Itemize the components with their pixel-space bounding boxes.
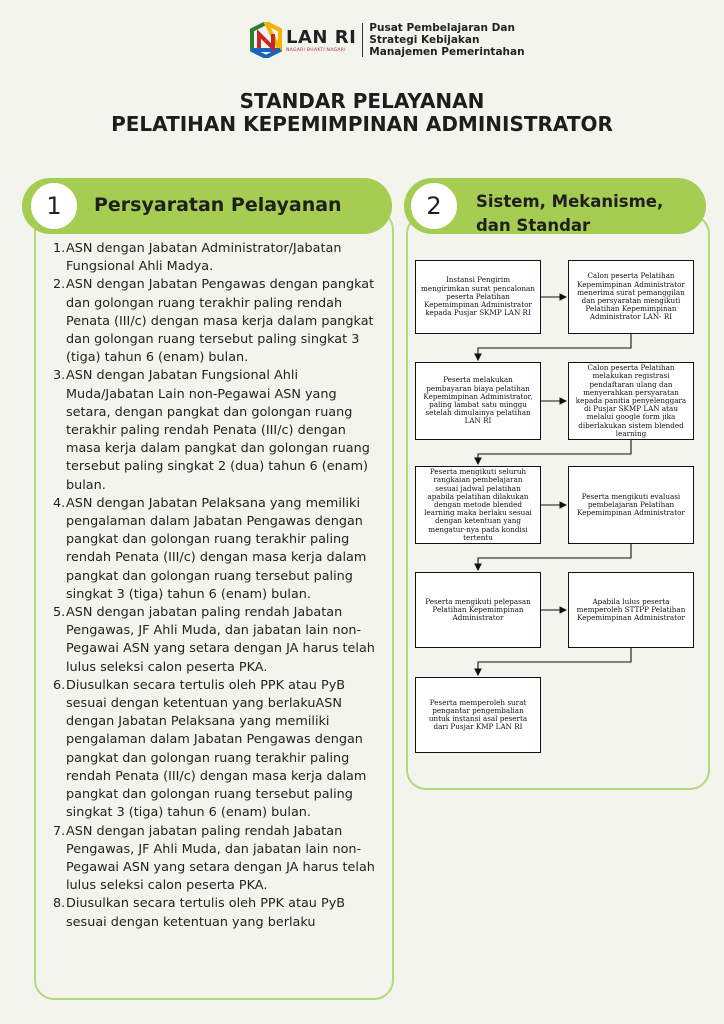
flow-step-text: Peserta memperoleh surat pengantar pengembalian untuk instansi asal peserta dari Pusjar KMP LAN RI xyxy=(428,697,528,732)
org-desc-line: Pusat Pembelajaran Dan xyxy=(369,22,515,34)
item-text: Diusulkan secara tertulis oleh PPK atau PyB sesuai dengan ketentuan yang berlaku xyxy=(66,896,346,930)
flow-step-9 xyxy=(415,677,541,753)
list-item xyxy=(50,367,380,494)
list-item xyxy=(50,276,380,367)
item-number: 4. xyxy=(53,495,66,511)
item-text: Diusulkan secara tertulis oleh PPK atau PyB sesuai dengan ketentuan yang berlakuASN dengan Jabatan Pelaksana yang memiliki pengalaman dalam Jabatan Pengawas dengan pangkat dan golongan ruang terakhir paling rendah Penata (III/c) dengan masa kerja dalam pangkat dan golongan ruang tersebut paling singkat 3 (tiga) tahun 6 (enam) bulan. xyxy=(66,677,367,821)
requirements-list xyxy=(50,240,380,932)
flow-step-8 xyxy=(568,572,694,648)
item-number: 6. xyxy=(53,677,66,693)
lan-ri-logo-icon xyxy=(248,22,284,58)
title-line-1: STANDAR PELAYANAN xyxy=(239,89,485,113)
flow-step-text: Calon peserta Pelatihan melakukan registrasi pendaftaran ulang dan menyerahkan persyaratan kepada panitia penyelenggara di Pusjar SKMP LAN atau melalui google form jika diberlakukan sistem blended learning xyxy=(575,363,687,438)
logo-tagline: NAGARI BHAKTI NAGARI xyxy=(286,47,346,53)
flow-step-7 xyxy=(415,572,541,648)
logo-text xyxy=(286,28,356,53)
page-title xyxy=(0,90,724,136)
flow-step-6 xyxy=(568,466,694,544)
list-item xyxy=(50,604,380,677)
item-number: 3. xyxy=(53,368,66,384)
mechanism-heading xyxy=(476,190,686,238)
header xyxy=(248,22,525,58)
flow-step-text: Instansi Pengirim mengirimkan surat pencalonan peserta Pelatihan Kepemimpinan Administrator kepada Pusjar SKMP LAN RI xyxy=(421,275,535,318)
list-item xyxy=(50,823,380,896)
logo-name: LAN RI xyxy=(286,26,357,48)
item-number: 7. xyxy=(53,823,66,839)
mechanism-heading-line-1: Sistem, Mekanisme, xyxy=(476,192,664,211)
title-line-2: PELATIHAN KEPEMIMPINAN ADMINISTRATOR xyxy=(111,112,613,136)
item-text: ASN dengan jabatan paling rendah Jabatan Pengawas, JF Ahli Muda, dan jabatan lain non-Pegawai ASN yang setara dengan JA harus telah lulus seleksi calon peserta PKA. xyxy=(66,823,375,894)
flow-step-text: Calon peserta Pelatihan Kepemimpinan Administrator menerima surat pemanggilan dan persyaratan mengikuti Pelatihan Kepemimpinan Administrator LAN- RI xyxy=(577,271,685,322)
org-desc-line: Strategi Kebijakan xyxy=(369,34,480,46)
item-number: 8. xyxy=(53,896,66,912)
section-number-badge: 1 xyxy=(28,180,80,232)
mechanism-heading-line-2: dan Standar xyxy=(476,216,591,235)
org-description xyxy=(369,22,524,58)
flow-step-text: Peserta mengikuti pelepasan Pelatihan Kepemimpinan Administrator xyxy=(425,596,531,623)
item-text: ASN dengan Jabatan Pelaksana yang memiliki pengalaman dalam Jabatan Pengawas dengan pangkat dan golongan ruang terakhir paling rendah Penata (III/c) dengan masa kerja dalam pangkat dan golongan ruang tersebut paling singkat 3 (tiga) tahun 6 (enam) bulan. xyxy=(66,495,367,602)
flow-step-text: Apabila lulus peserta memperoleh STTPP Pelatihan Kepemimpinan Administrator xyxy=(576,596,686,623)
flow-step-3 xyxy=(415,362,541,440)
flow-step-5 xyxy=(415,466,541,544)
list-item xyxy=(50,677,380,823)
item-number: 5. xyxy=(53,605,66,621)
logo-divider xyxy=(362,23,363,57)
flow-step-text: Peserta mengikuti seluruh rangkaian pembelajaran sesuai jadwal pelatihan apabila pelatihan dilakukan dengan metode blended learning maka berlaku sesuai dengan ketentuan yang mengatur-nya pada kondisi tertentu xyxy=(424,467,532,542)
flow-step-4 xyxy=(568,362,694,440)
list-item xyxy=(50,240,380,276)
item-number: 2. xyxy=(53,277,66,293)
flow-step-2 xyxy=(568,260,694,334)
requirements-heading: Persyaratan Pelayanan xyxy=(94,194,342,216)
list-item xyxy=(50,895,380,931)
flow-step-text: Peserta melakukan pembayaran biaya pelatihan Kepemimpinan Administrator, paling lambat satu minggu setelah dimulainya pelatihan LAN RI xyxy=(423,375,533,426)
item-text: ASN dengan jabatan paling rendah Jabatan Pengawas, JF Ahli Muda, dan jabatan lain non-Pegawai ASN yang setara dengan JA harus telah lulus seleksi calon peserta PKA. xyxy=(66,605,375,675)
list-item xyxy=(50,495,380,604)
item-text: ASN dengan Jabatan Administrator/Jabatan Fungsional Ahli Madya. xyxy=(66,241,342,275)
section-number-badge: 2 xyxy=(408,180,460,232)
org-desc-line: Manajemen Pemerintahan xyxy=(369,46,525,58)
item-number: 1. xyxy=(53,241,66,256)
flow-step-text: Peserta mengikuti evaluasi pembelajaran Pelatihan Kepemimpinan Administrator xyxy=(577,491,685,518)
item-text: ASN dengan Jabatan Pengawas dengan pangkat dan golongan ruang terakhir paling rendah Penata (III/c) dengan masa kerja dalam pangkat dan golongan ruang tersebut paling singkat 3 (tiga) tahun 6 (enam) bulan. xyxy=(66,277,375,366)
item-text: ASN dengan Jabatan Fungsional Ahli Muda/Jabatan Lain non-Pegawai ASN yang setara, dengan pangkat dan golongan ruang terakhir paling rendah Penata (III/c) dengan masa kerja dalam pangkat dan golongan ruang tersebut paling singkat 2 (dua) tahun 6 (enam) bulan. xyxy=(66,368,370,493)
flow-step-1 xyxy=(415,260,541,334)
